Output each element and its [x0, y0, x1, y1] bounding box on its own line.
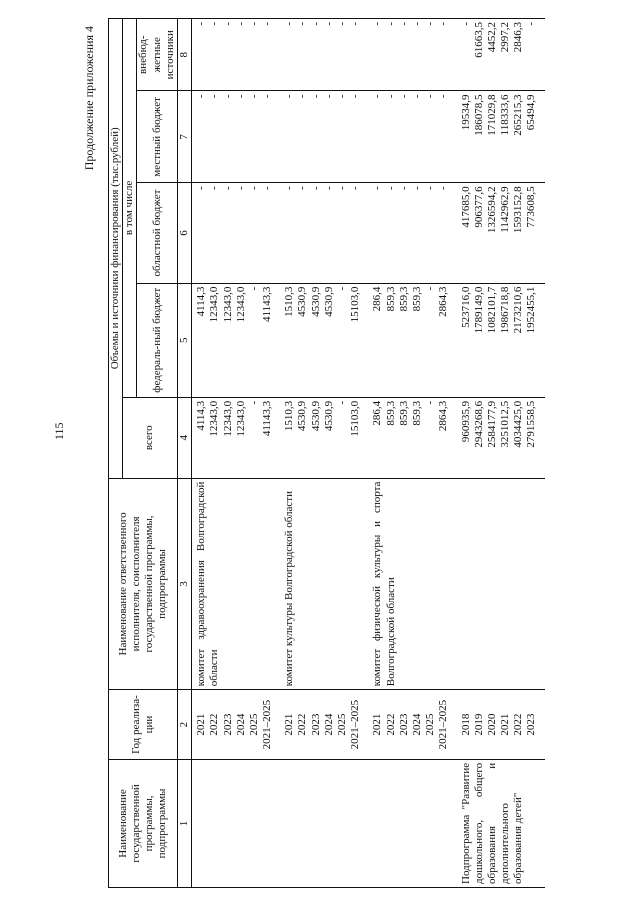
extra-cell: - [280, 19, 296, 91]
local-cell: - [398, 91, 411, 183]
total-cell: 2584177,9 [486, 397, 499, 478]
local-cell: 19534,9 [457, 91, 473, 183]
local-cell: - [261, 91, 280, 183]
local-cell: - [248, 91, 261, 183]
total-cell: 1510,3 [280, 397, 296, 478]
local-cell: - [296, 91, 309, 183]
year-cell: 2024 [235, 690, 248, 760]
federal-cell: 4530,9 [323, 283, 336, 397]
local-cell: - [235, 91, 248, 183]
local-cell: - [437, 91, 456, 183]
federal-cell: - [248, 283, 261, 397]
table-row [486, 19, 499, 888]
col-num-5: 5 [177, 283, 191, 397]
total-cell: - [248, 397, 261, 478]
regional-cell: - [336, 183, 349, 283]
extra-cell: 61663,5 [473, 19, 486, 91]
executor-cell: комитет физической культуры и спорта Волгоградской области [368, 478, 456, 690]
year-cell: 2021 [280, 690, 296, 760]
regional-cell: - [349, 183, 368, 283]
table-row [424, 19, 437, 888]
header-incl: в том числе [123, 19, 137, 398]
program-name-cell [192, 759, 281, 887]
table-row [261, 19, 280, 888]
federal-cell: 12343,0 [235, 283, 248, 397]
header-regional: областной бюджет [137, 183, 178, 283]
regional-cell: 773608,5 [525, 183, 544, 283]
extra-cell: - [248, 19, 261, 91]
header-total: всего [123, 397, 178, 478]
total-cell: 960935,9 [457, 397, 473, 478]
table-row [525, 19, 544, 888]
year-cell: 2022 [512, 690, 525, 760]
total-cell: 859,3 [398, 397, 411, 478]
year-cell: 2022 [296, 690, 309, 760]
year-cell: 2024 [411, 690, 424, 760]
total-cell: 12343,0 [208, 397, 221, 478]
header-executor: Наименование ответственного исполнителя, соисполнителя государственной программы, подпрограммы [109, 478, 178, 690]
extra-cell: - [385, 19, 398, 91]
federal-cell: 15103,0 [349, 283, 368, 397]
total-cell: 2943268,6 [473, 397, 486, 478]
year-cell: 2025 [336, 690, 349, 760]
regional-cell: 1142962,9 [499, 183, 512, 283]
total-cell: - [336, 397, 349, 478]
total-cell: 4530,9 [310, 397, 323, 478]
local-cell: 186078,5 [473, 91, 486, 183]
extra-cell: - [208, 19, 221, 91]
col-num-8: 8 [177, 19, 191, 91]
federal-cell: 4114,3 [192, 283, 209, 397]
year-cell: 2023 [398, 690, 411, 760]
extra-cell: 2846,3 [512, 19, 525, 91]
extra-cell: - [368, 19, 384, 91]
header-year: Год реализа-ции [109, 690, 178, 760]
regional-cell: - [280, 183, 296, 283]
table-row [296, 19, 309, 888]
table-row [499, 19, 512, 888]
regional-cell: 417685,0 [457, 183, 473, 283]
federal-cell: - [336, 283, 349, 397]
header-local: местный бюджет [137, 91, 178, 183]
table-row [248, 19, 261, 888]
regional-cell: - [323, 183, 336, 283]
year-cell: 2021–2025 [261, 690, 280, 760]
local-cell: 65494,9 [525, 91, 544, 183]
col-num-2: 2 [177, 690, 191, 760]
extra-cell: - [261, 19, 280, 91]
regional-cell: - [222, 183, 235, 283]
regional-cell: - [411, 183, 424, 283]
year-cell: 2019 [473, 690, 486, 760]
regional-cell: - [296, 183, 309, 283]
total-cell: 4034425,0 [512, 397, 525, 478]
federal-cell: 523716,0 [457, 283, 473, 397]
table-body [192, 19, 545, 888]
federal-cell: 1510,3 [280, 283, 296, 397]
regional-cell: - [208, 183, 221, 283]
extra-cell: - [437, 19, 456, 91]
extra-cell: - [411, 19, 424, 91]
col-num-3: 3 [177, 478, 191, 690]
table-row [368, 19, 384, 888]
extra-cell: - [424, 19, 437, 91]
extra-cell: 2997,2 [499, 19, 512, 91]
total-cell: 12343,0 [222, 397, 235, 478]
regional-cell: 1593152,8 [512, 183, 525, 283]
regional-cell: 1326594,2 [486, 183, 499, 283]
extra-cell: - [457, 19, 473, 91]
local-cell: 171029,8 [486, 91, 499, 183]
extra-cell: - [192, 19, 209, 91]
table-row [192, 19, 209, 888]
table-row [512, 19, 525, 888]
header-program: Наименование государственной программы, подпрограммы [109, 759, 178, 887]
local-cell: 118333,6 [499, 91, 512, 183]
federal-cell: 1986718,8 [499, 283, 512, 397]
col-num-6: 6 [177, 183, 191, 283]
total-cell: - [424, 397, 437, 478]
total-cell: 4114,3 [192, 397, 209, 478]
total-cell: 2791558,5 [525, 397, 544, 478]
extra-cell: - [296, 19, 309, 91]
federal-cell: 12343,0 [208, 283, 221, 397]
extra-cell: - [235, 19, 248, 91]
total-cell: 286,4 [368, 397, 384, 478]
regional-cell: 906377,6 [473, 183, 486, 283]
federal-cell: 859,3 [411, 283, 424, 397]
local-cell: - [208, 91, 221, 183]
year-cell: 2021–2025 [349, 690, 368, 760]
local-cell: - [411, 91, 424, 183]
program-name-cell [280, 759, 368, 887]
total-cell: 2864,3 [437, 397, 456, 478]
program-name-cell: Подпрограмма "Развитие дошкольного, общего образования и дополнительного образования детей" [457, 759, 545, 887]
regional-cell: - [424, 183, 437, 283]
local-cell: - [349, 91, 368, 183]
extra-cell: - [349, 19, 368, 91]
local-cell: - [336, 91, 349, 183]
table-row [349, 19, 368, 888]
total-cell: 859,3 [411, 397, 424, 478]
federal-cell: 859,3 [385, 283, 398, 397]
extra-cell: - [310, 19, 323, 91]
total-cell: 41143,3 [261, 397, 280, 478]
year-cell: 2023 [222, 690, 235, 760]
year-cell: 2021 [192, 690, 209, 760]
total-cell: 12343,0 [235, 397, 248, 478]
year-cell: 2023 [310, 690, 323, 760]
federal-cell: 1082101,7 [486, 283, 499, 397]
regional-cell: - [310, 183, 323, 283]
local-cell: - [368, 91, 384, 183]
extra-cell: 4452,2 [486, 19, 499, 91]
col-num-1: 1 [177, 759, 191, 887]
year-cell: 2025 [424, 690, 437, 760]
regional-cell: - [261, 183, 280, 283]
table-row [280, 19, 296, 888]
local-cell: - [192, 91, 209, 183]
local-cell: - [424, 91, 437, 183]
table-row [310, 19, 323, 888]
extra-cell: - [323, 19, 336, 91]
appendix-label: Продолжение приложения 4 [82, 26, 96, 171]
local-cell: - [385, 91, 398, 183]
extra-cell: - [222, 19, 235, 91]
federal-cell: 2864,3 [437, 283, 456, 397]
year-cell: 2023 [525, 690, 544, 760]
local-cell: - [222, 91, 235, 183]
federal-cell: 859,3 [398, 283, 411, 397]
regional-cell: - [192, 183, 209, 283]
extra-cell: - [336, 19, 349, 91]
year-cell: 2025 [248, 690, 261, 760]
table-row [398, 19, 411, 888]
federal-cell: 41143,3 [261, 283, 280, 397]
federal-cell: 4530,9 [296, 283, 309, 397]
total-cell: 4530,9 [323, 397, 336, 478]
local-cell: - [280, 91, 296, 183]
federal-cell: 2173210,6 [512, 283, 525, 397]
year-cell: 2018 [457, 690, 473, 760]
total-cell: 3251012,5 [499, 397, 512, 478]
total-cell: 4530,9 [296, 397, 309, 478]
table-row [385, 19, 398, 888]
page-number: 115 [52, 422, 66, 440]
federal-cell: 4530,9 [310, 283, 323, 397]
federal-cell: 1952455,1 [525, 283, 544, 397]
year-cell: 2021 [499, 690, 512, 760]
federal-cell: 12343,0 [222, 283, 235, 397]
federal-cell: - [424, 283, 437, 397]
federal-cell: 1789149,0 [473, 283, 486, 397]
table-row [457, 19, 473, 888]
rotated-page [82, 18, 602, 888]
regional-cell: - [248, 183, 261, 283]
total-cell: 859,3 [385, 397, 398, 478]
executor-cell: комитет здравоохранения Волгоградской области [192, 478, 281, 690]
funding-table [108, 18, 545, 888]
year-cell: 2022 [385, 690, 398, 760]
regional-cell: - [398, 183, 411, 283]
col-num-7: 7 [177, 91, 191, 183]
executor-cell: комитет культуры Волгоградской области [280, 478, 368, 690]
year-cell: 2024 [323, 690, 336, 760]
table-row [323, 19, 336, 888]
header-extra: внебюд-жетные источники [137, 19, 178, 91]
year-cell: 2020 [486, 690, 499, 760]
local-cell: 265215,3 [512, 91, 525, 183]
table-row [235, 19, 248, 888]
table-row [411, 19, 424, 888]
table-row [222, 19, 235, 888]
federal-cell: 286,4 [368, 283, 384, 397]
col-num-4: 4 [177, 397, 191, 478]
table-row [473, 19, 486, 888]
table-row [208, 19, 221, 888]
table-row [336, 19, 349, 888]
executor-cell [457, 478, 545, 690]
header-funding: Объемы и источники финансирования (тыс.рублей) [109, 19, 123, 479]
header-federal: федераль-ный бюджет [137, 283, 178, 397]
table-row [437, 19, 456, 888]
regional-cell: - [437, 183, 456, 283]
year-cell: 2022 [208, 690, 221, 760]
regional-cell: - [385, 183, 398, 283]
extra-cell: - [398, 19, 411, 91]
extra-cell: - [525, 19, 544, 91]
year-cell: 2021–2025 [437, 690, 456, 760]
local-cell: - [310, 91, 323, 183]
total-cell: 15103,0 [349, 397, 368, 478]
program-name-cell [368, 759, 456, 887]
regional-cell: - [368, 183, 384, 283]
year-cell: 2021 [368, 690, 384, 760]
regional-cell: - [235, 183, 248, 283]
local-cell: - [323, 91, 336, 183]
